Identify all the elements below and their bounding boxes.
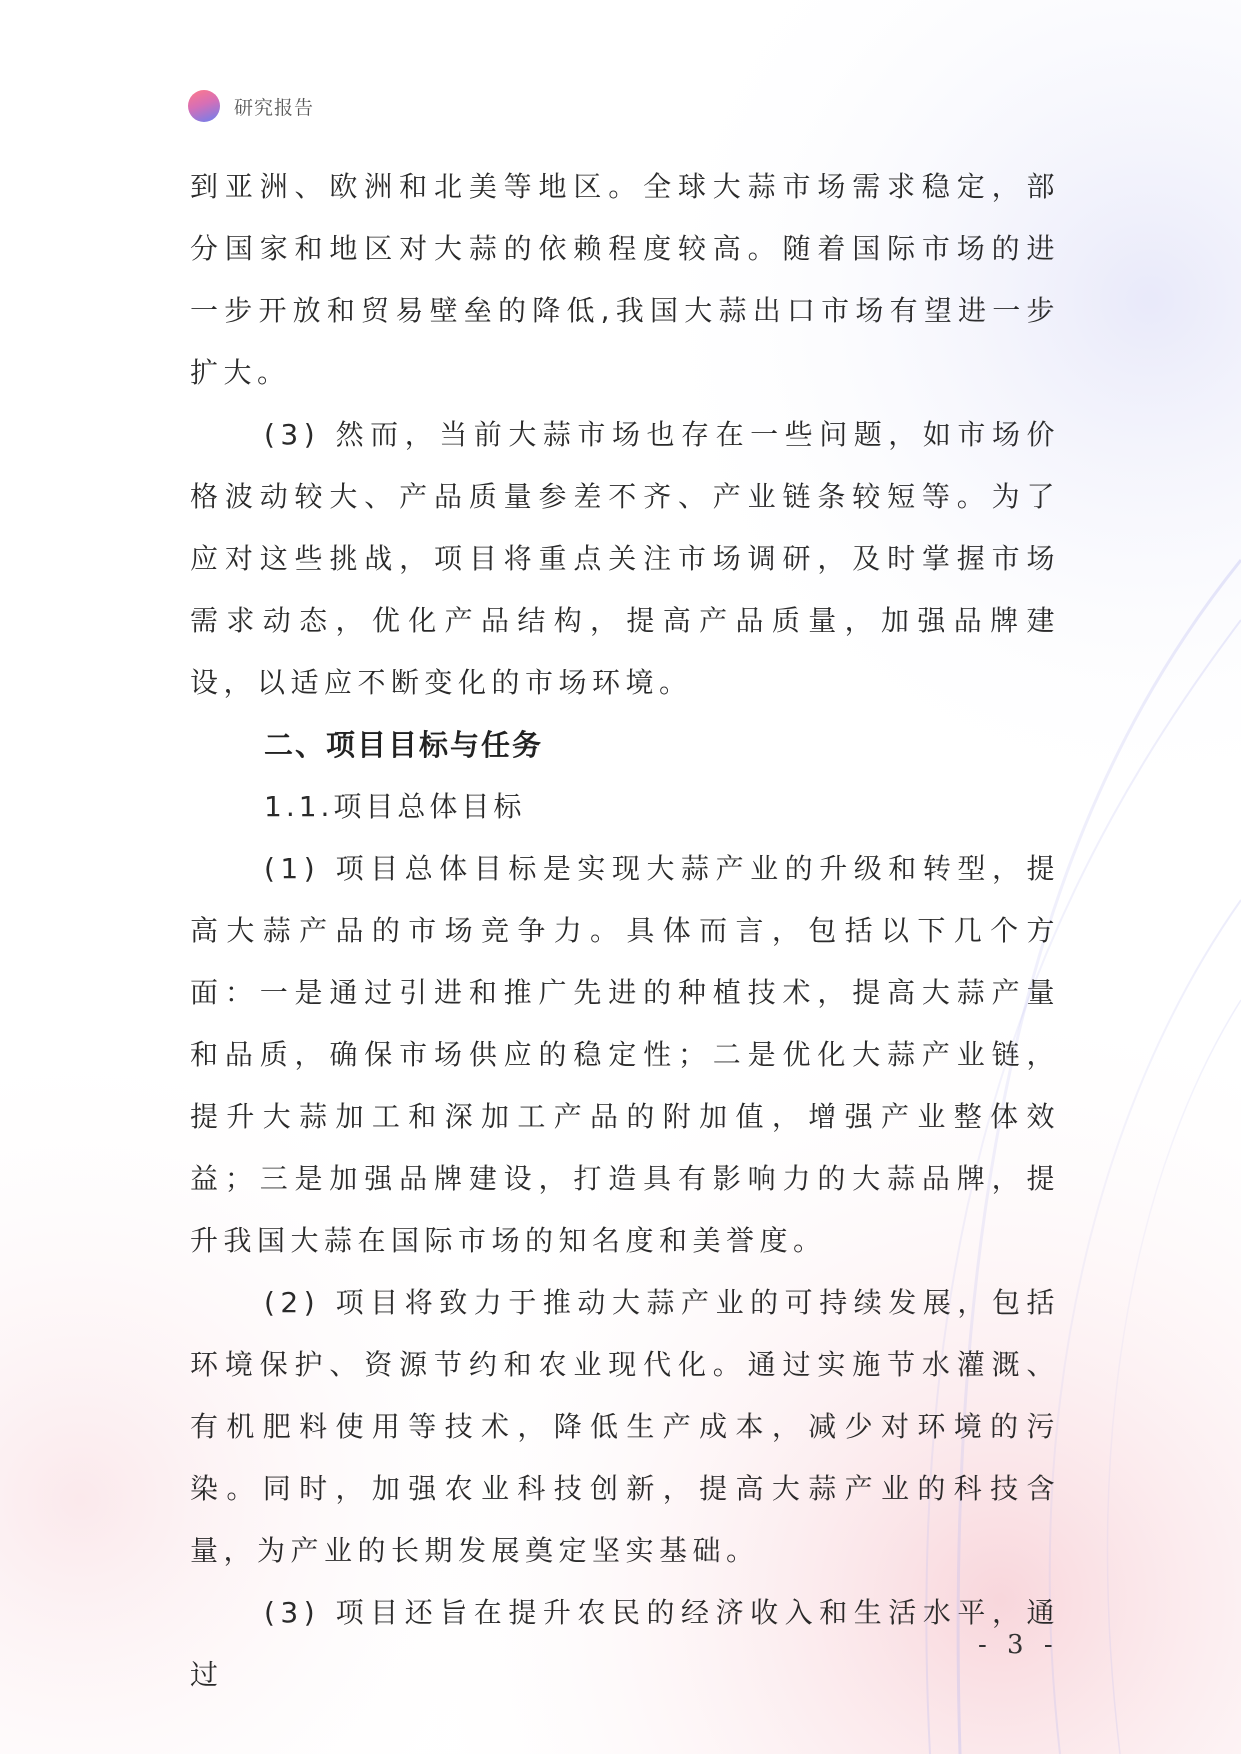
document-body [190,156,1060,1706]
report-header [188,90,314,122]
logo-circle-icon [188,90,220,122]
header-title: 研究报告 [234,96,315,119]
paragraph-1: 到亚洲、欧洲和北美等地区。全球大蒜市场需求稳定，部分国家和地区对大蒜的依赖程度较高。随着国际市场的进一步开放和贸易壁垒的降低,我国大蒜出口市场有望进一步扩大。 [190,170,1060,389]
paragraph-3: (1) 项目总体目标是实现大蒜产业的升级和转型，提高大蒜产品的市场竞争力。具体而言，包括以下几个方面：一是通过引进和推广先进的种植技术，提高大蒜产量和品质，确保市场供应的稳定性；二是优化大蒜产业链，提升大蒜加工和深加工产品的附加值，增强产业整体效益；三是加强品牌建设，打造具有影响力的大蒜品牌，提升我国大蒜在国际市场的知名度和美誉度。 [190,852,1060,1257]
subsection-heading: 1.1.项目总体目标 [264,790,526,823]
section-heading: 二、项目目标与任务 [264,728,544,762]
paragraph-5: (3) 项目还旨在提升农民的经济收入和生活水平，通过 [190,1596,1060,1691]
page-number: - 3 - [978,1630,1059,1660]
paragraph-4: (2) 项目将致力于推动大蒜产业的可持续发展，包括环境保护、资源节约和农业现代化。通过实施节水灌溉、有机肥料使用等技术，降低生产成本，减少对环境的污染。同时，加强农业科技创新，提高大蒜产业的科技含量，为产业的长期发展奠定坚实基础。 [190,1286,1060,1567]
paragraph-2: (3) 然而，当前大蒜市场也存在一些问题，如市场价格波动较大、产品质量参差不齐、产业链条较短等。为了应对这些挑战，项目将重点关注市场调研，及时掌握市场需求动态，优化产品结构，提高产品质量，加强品牌建设，以适应不断变化的市场环境。 [190,418,1060,699]
